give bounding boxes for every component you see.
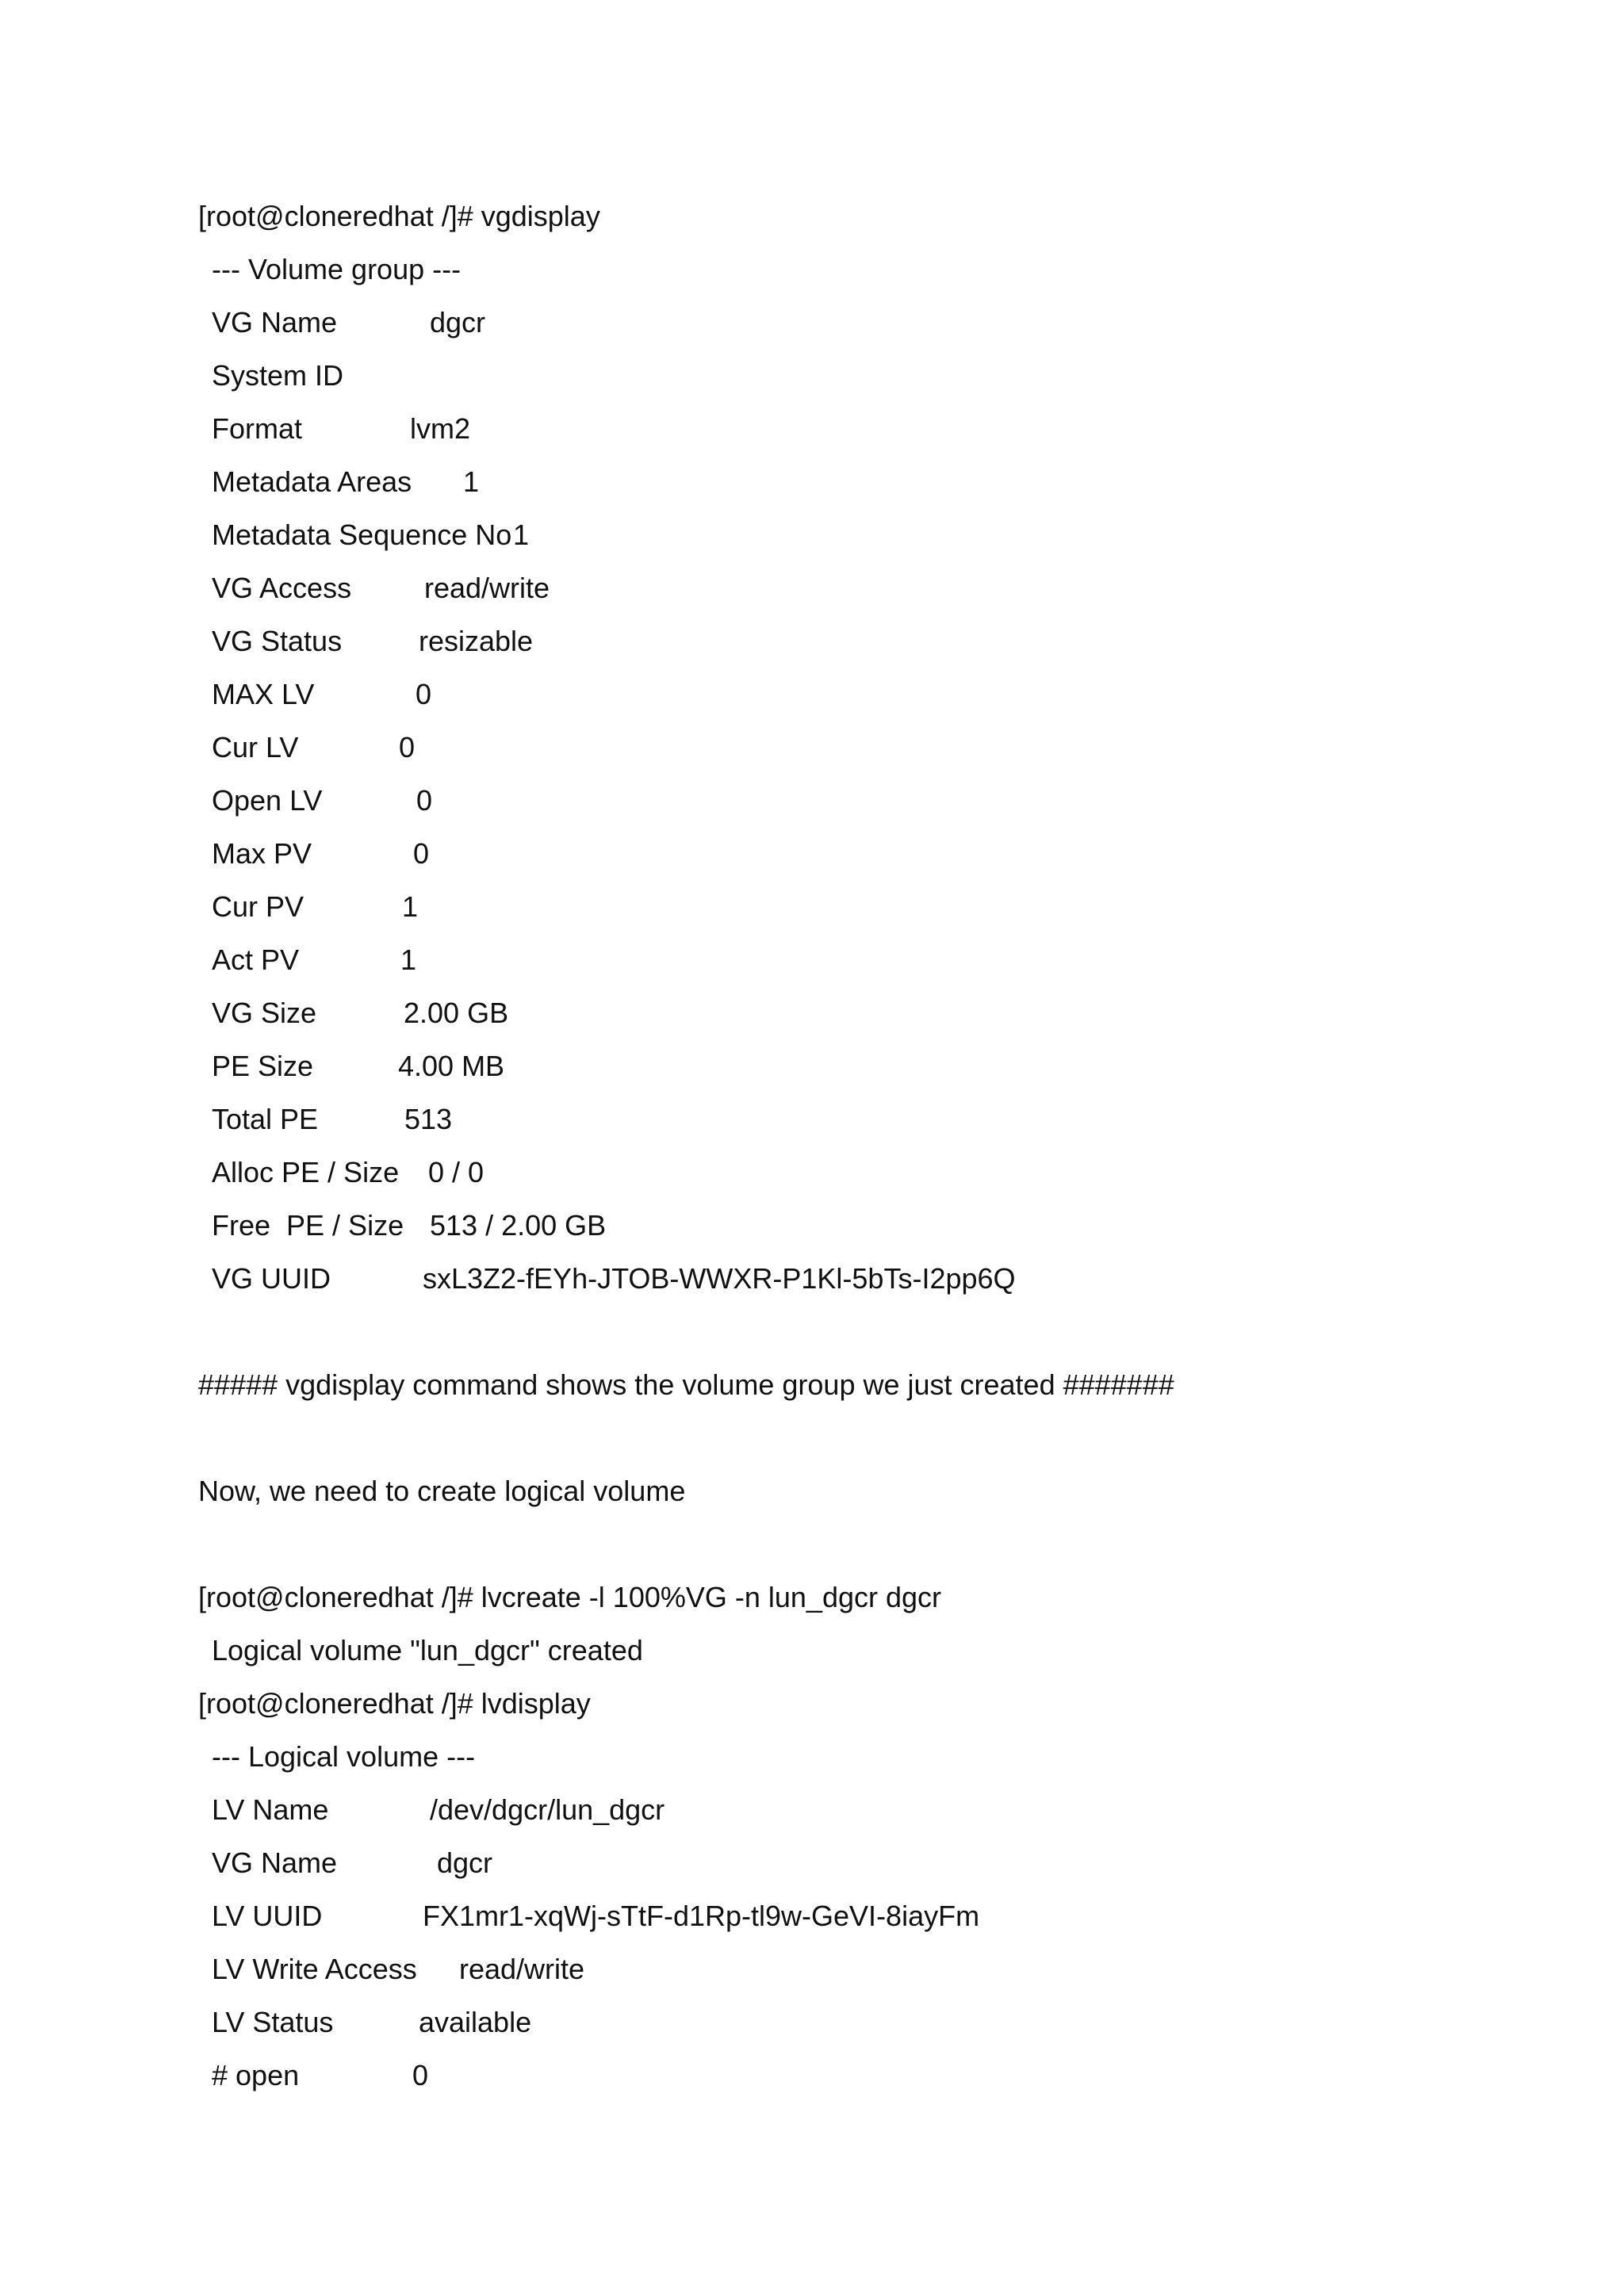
field-value: 2.00 GB <box>404 997 509 1029</box>
section-header: --- Volume group --- <box>212 253 462 285</box>
field-value: 4.00 MB <box>398 1050 505 1082</box>
field-label: VG Name <box>212 306 338 339</box>
field-value: dgcr <box>430 306 486 339</box>
field-value: sxL3Z2-fEYh-JTOB-WWXR-P1Kl-5bTs-I2pp6Q <box>423 1262 1016 1295</box>
paragraph: Now, we need to create logical volume <box>198 1475 686 1507</box>
field-value: lvm2 <box>410 412 471 445</box>
field-value: 0 <box>413 837 430 870</box>
field-label: VG UUID <box>212 1262 331 1295</box>
field-row <box>212 1889 980 1942</box>
field-label: VG Size <box>212 997 317 1029</box>
field-row <box>212 1093 453 1146</box>
field-label: LV Write Access <box>212 1953 417 1985</box>
field-label: VG Status <box>212 625 343 657</box>
field-label: # open <box>212 2059 300 2091</box>
field-value: 0 <box>412 2059 429 2091</box>
field-row <box>212 561 550 614</box>
field-value: 513 / 2.00 GB <box>430 1209 607 1242</box>
field-value: 0 / 0 <box>428 1156 485 1188</box>
field-label: Act PV <box>212 943 300 976</box>
field-label: Free PE / Size <box>212 1209 404 1242</box>
field-value: resizable <box>419 625 534 657</box>
field-label: Cur PV <box>212 890 304 923</box>
command-output: Logical volume "lun_dgcr" created <box>212 1634 643 1667</box>
field-row <box>212 402 471 455</box>
field-label: MAX LV <box>212 678 315 710</box>
field-label: LV Status <box>212 2006 334 2038</box>
field-label: Format <box>212 412 303 445</box>
field-value: 1 <box>513 519 530 551</box>
field-value: 0 <box>399 731 416 763</box>
field-row <box>212 827 430 880</box>
command-line: [root@cloneredhat /]# vgdisplay <box>198 200 600 232</box>
field-label: PE Size <box>212 1050 314 1082</box>
field-value: 513 <box>404 1103 453 1135</box>
field-value: dgcr <box>437 1846 493 1879</box>
field-row <box>212 1146 485 1199</box>
field-label: Alloc PE / Size <box>212 1156 400 1188</box>
field-label: VG Name <box>212 1846 338 1879</box>
field-row <box>212 1039 505 1093</box>
field-row <box>212 508 530 561</box>
field-row <box>212 1942 585 1996</box>
field-row <box>212 2049 429 2102</box>
field-value: read/write <box>459 1953 585 1985</box>
field-value: 0 <box>416 784 433 817</box>
field-label: LV UUID <box>212 1900 323 1932</box>
field-value: available <box>419 2006 532 2038</box>
field-row <box>212 614 534 668</box>
field-label: System ID <box>212 359 344 392</box>
field-label: LV Name <box>212 1793 329 1826</box>
field-row <box>212 986 509 1039</box>
comment-line: ##### vgdisplay command shows the volume group we just created ####### <box>198 1368 1174 1401</box>
field-value: 1 <box>402 890 419 923</box>
section-header: --- Logical volume --- <box>212 1740 476 1773</box>
field-row <box>212 1996 532 2049</box>
field-value: 1 <box>463 465 480 498</box>
field-row <box>212 1836 493 1889</box>
field-row <box>212 933 417 986</box>
field-row <box>212 1252 1016 1305</box>
field-label: Cur LV <box>212 731 299 763</box>
field-row <box>212 1783 665 1836</box>
command-line: [root@cloneredhat /]# lvcreate -l 100%VG -n lun_dgcr dgcr <box>198 1581 942 1613</box>
field-label: VG Access <box>212 572 352 604</box>
field-value: read/write <box>424 572 550 604</box>
field-label: Open LV <box>212 784 323 817</box>
field-label: Total PE <box>212 1103 319 1135</box>
field-label: Max PV <box>212 837 312 870</box>
field-row <box>212 455 480 508</box>
field-value: /dev/dgcr/lun_dgcr <box>430 1793 665 1826</box>
field-label: Metadata Sequence No <box>212 519 512 551</box>
field-row <box>212 774 433 827</box>
field-label: Metadata Areas <box>212 465 412 498</box>
field-row <box>212 880 419 933</box>
field-row <box>212 668 432 721</box>
field-value: FX1mr1-xqWj-sTtF-d1Rp-tl9w-GeVI-8iayFm <box>423 1900 980 1932</box>
field-value: 1 <box>400 943 417 976</box>
field-row <box>212 349 343 402</box>
field-row <box>212 296 486 349</box>
field-row <box>212 1199 607 1252</box>
field-row <box>212 721 416 774</box>
field-value: 0 <box>416 678 432 710</box>
command-line: [root@cloneredhat /]# lvdisplay <box>198 1687 591 1720</box>
